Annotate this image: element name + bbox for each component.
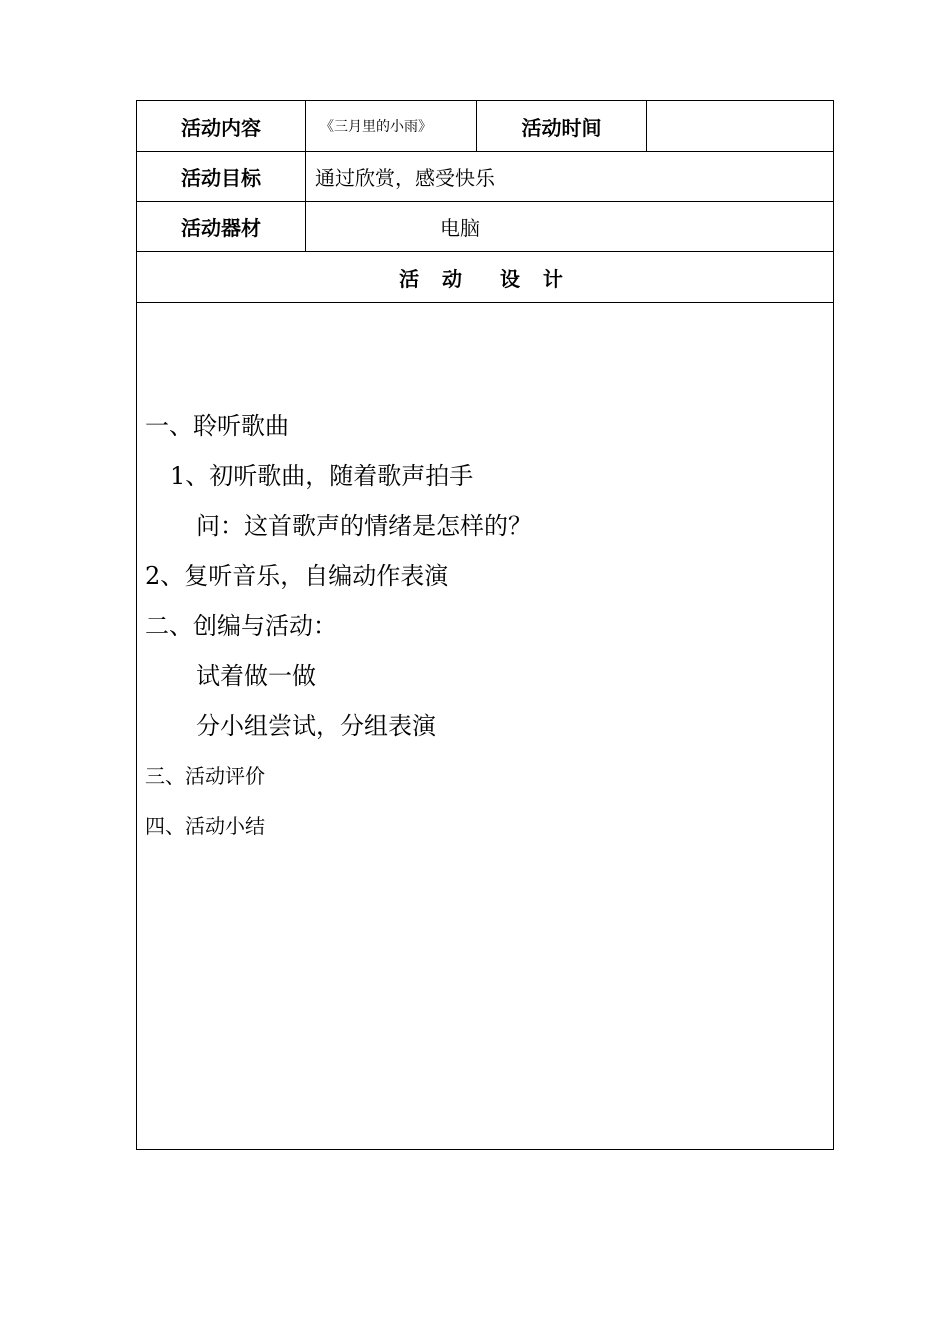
content-value: 《三月里的小雨》 (306, 101, 477, 151)
design-line-4: 2、复听音乐，自编动作表演 (145, 562, 449, 590)
design-line-3: 问：这首歌声的情绪是怎样的？ (196, 512, 532, 540)
row-goal (137, 152, 833, 202)
design-line-5: 二、创编与活动： (145, 612, 337, 640)
row-design-header (137, 252, 833, 303)
content-label: 活动内容 (137, 101, 306, 151)
row-content-time (137, 101, 833, 152)
design-line-9: 四、活动小结 (145, 814, 265, 838)
row-material (137, 202, 833, 252)
design-line-2: 1、初听歌曲，随着歌声拍手 (170, 462, 474, 490)
time-label: 活动时间 (477, 101, 647, 151)
activity-plan-table (136, 100, 834, 1150)
material-value: 电脑 (440, 216, 480, 240)
goal-value: 通过欣赏，感受快乐 (315, 166, 495, 190)
design-line-6: 试着做一做 (196, 662, 316, 690)
design-body (137, 303, 833, 1149)
design-line-7: 分小组尝试，分组表演 (196, 712, 436, 740)
design-title: 活 动 设 计 (399, 266, 571, 291)
goal-label: 活动目标 (137, 152, 306, 201)
design-line-1: 一、聆听歌曲 (145, 412, 289, 440)
time-value (647, 101, 833, 151)
material-label: 活动器材 (137, 202, 306, 251)
design-line-8: 三、活动评价 (145, 764, 265, 788)
